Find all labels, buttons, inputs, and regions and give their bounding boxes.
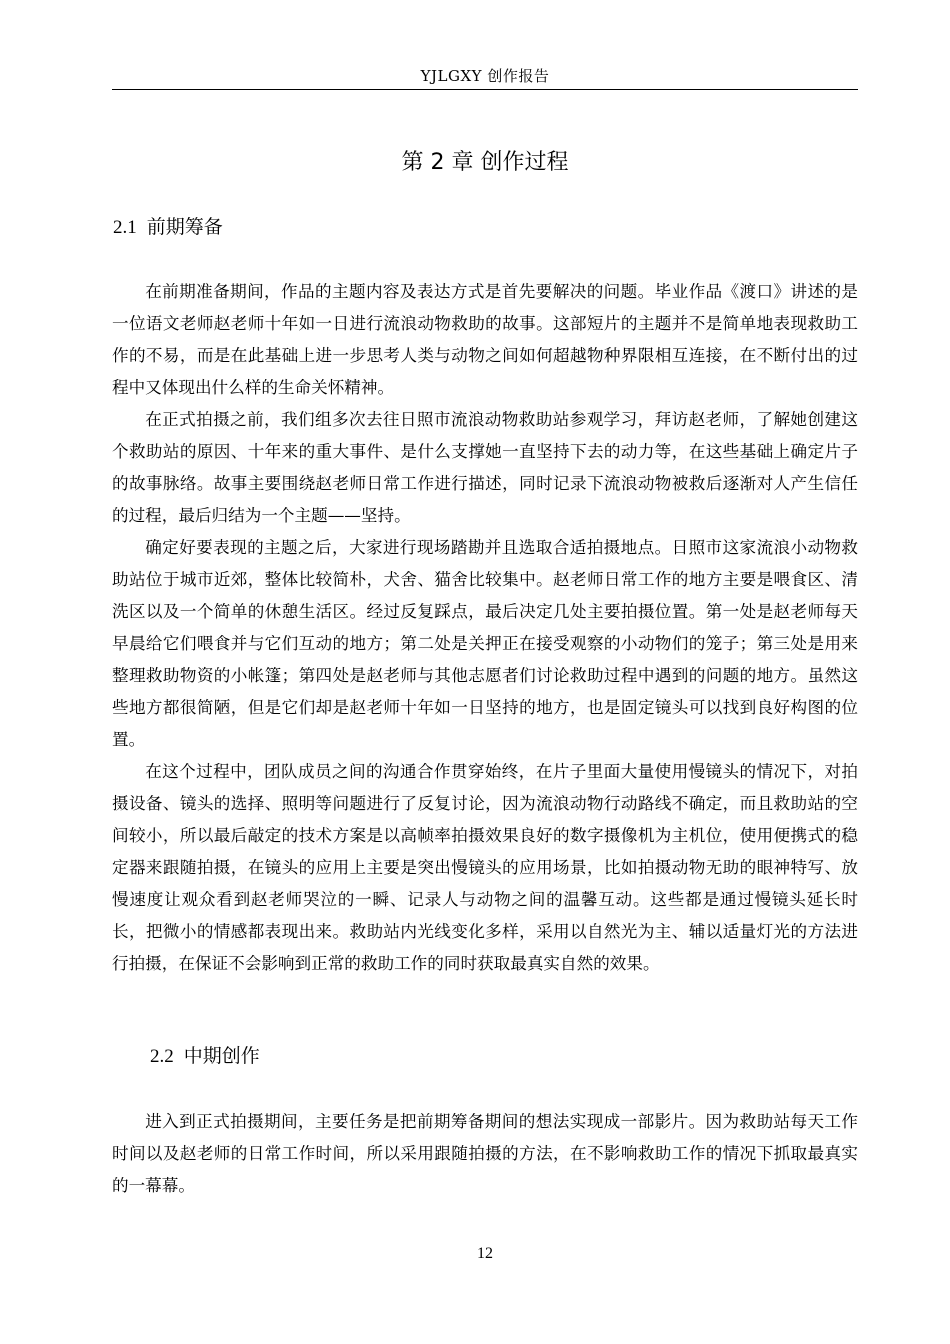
section-body-2-2 <box>112 1106 858 1202</box>
section-number: 2.1 <box>113 217 137 238</box>
page-number: 12 <box>477 1245 493 1262</box>
paragraph: 确定好要表现的主题之后，大家进行现场踏勘并且选取合适拍摄地点。日照市这家流浪小动物救助站位于城市近郊，整体比较简朴，犬舍、猫舍比较集中。赵老师日常工作的地方主要是喂食区、清洗区以及一个简单的休憩生活区。经过反复踩点，最后决定几处主要拍摄位置。第一处是赵老师每天早晨给它们喂食并与它们互动的地方；第二处是关押正在接受观察的小动物们的笼子；第三处是用来整理救助物资的小帐篷；第四处是赵老师与其他志愿者们讨论救助过程中遇到的问题的地方。虽然这些地方都很简陋，但是它们却是赵老师十年如一日坚持的地方，也是固定镜头可以找到良好构图的位置。 <box>112 538 858 749</box>
paragraph: 在正式拍摄之前，我们组多次去往日照市流浪动物救助站参观学习，拜访赵老师，了解她创建这个救助站的原因、十年来的重大事件、是什么支撑她一直坚持下去的动力等，在这些基础上确定片子的故事脉络。故事主要围绕赵老师日常工作进行描述，同时记录下流浪动物被救后逐渐对人产生信任的过程，最后归结为一个主题——坚持。 <box>112 410 858 525</box>
paragraph: 在前期准备期间，作品的主题内容及表达方式是首先要解决的问题。毕业作品《渡口》讲述的是一位语文老师赵老师十年如一日进行流浪动物救助的故事。这部短片的主题并不是简单地表现救助工作的不易，而是在此基础上进一步思考人类与动物之间如何超越物种界限相互连接，在不断付出的过程中又体现出什么样的生命关怀精神。 <box>112 282 858 397</box>
header-divider <box>112 89 858 90</box>
page-header: YJLGXY 创作报告 <box>420 67 550 85</box>
section-title: 前期筹备 <box>146 216 223 238</box>
section-heading-2-1 <box>113 214 223 241</box>
section-number: 2.2 <box>150 1046 174 1067</box>
section-heading-2-2 <box>150 1043 260 1070</box>
chapter-title: 第 2 章 创作过程 <box>401 150 569 175</box>
paragraph: 在这个过程中，团队成员之间的沟通合作贯穿始终，在片子里面大量使用慢镜头的情况下，对拍摄设备、镜头的选择、照明等问题进行了反复讨论，因为流浪动物行动路线不确定，而且救助站的空间较小，所以最后敲定的技术方案是以高帧率拍摄效果良好的数字摄像机为主机位，使用便携式的稳定器来跟随拍摄，在镜头的应用上主要是突出慢镜头的应用场景，比如拍摄动物无助的眼神特写、放慢速度让观众看到赵老师哭泣的一瞬、记录人与动物之间的温馨互动。这些都是通过慢镜头延长时长，把微小的情感都表现出来。救助站内光线变化多样，采用以自然光为主、辅以适量灯光的方法进行拍摄，在保证不会影响到正常的救助工作的同时获取最真实自然的效果。 <box>112 762 858 973</box>
section-title: 中期创作 <box>183 1045 260 1067</box>
paragraph: 进入到正式拍摄期间，主要任务是把前期筹备期间的想法实现成一部影片。因为救助站每天工作时间以及赵老师的日常工作时间，所以采用跟随拍摄的方法，在不影响救助工作的情况下抓取最真实的一幕幕。 <box>112 1112 858 1195</box>
section-body-2-1 <box>112 276 858 980</box>
